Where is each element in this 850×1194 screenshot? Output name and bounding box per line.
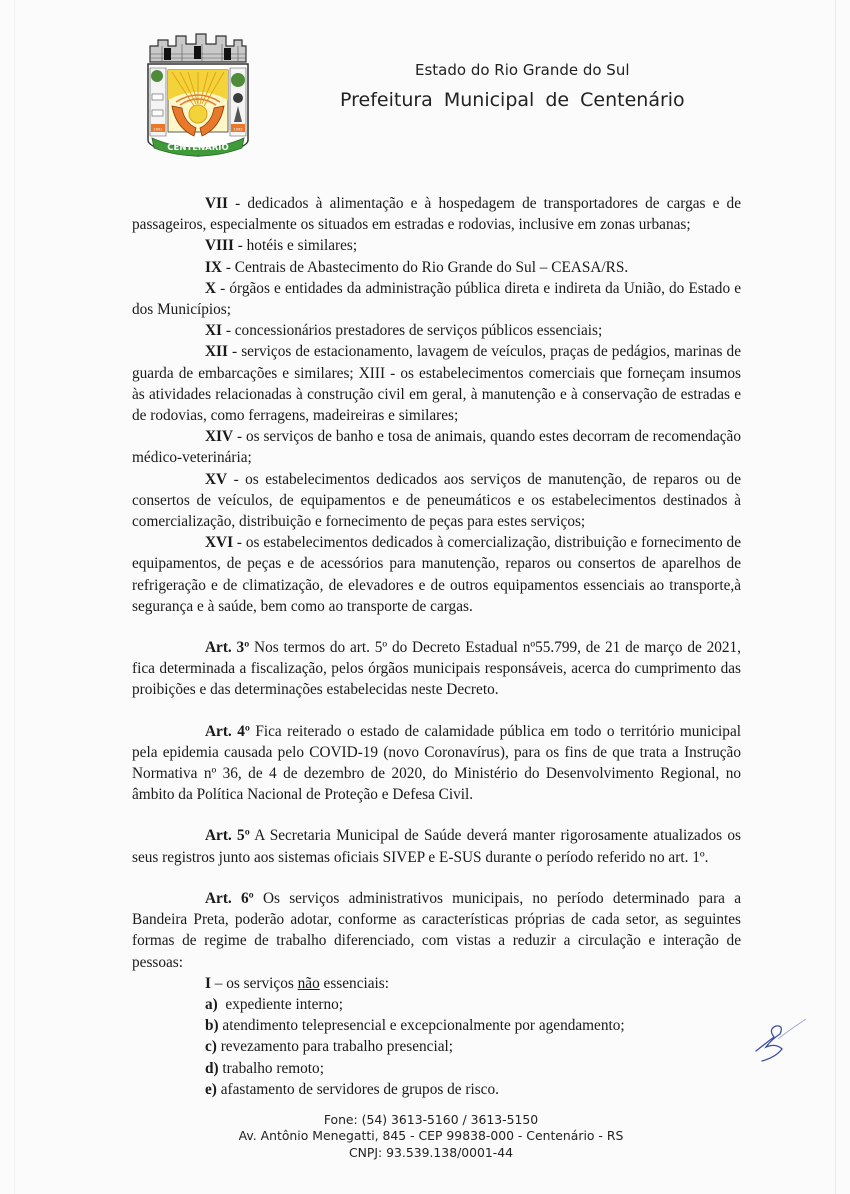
item-sep: - (222, 258, 235, 276)
article-label: Art. 6º (205, 889, 254, 907)
item-label: IX (205, 258, 222, 276)
page-edge-left (14, 0, 15, 1194)
article-label: Art. 5º (205, 827, 250, 845)
article-paragraph (132, 888, 741, 973)
section-gap (132, 701, 741, 721)
entry-text: expediente interno; (217, 995, 344, 1013)
list-heading-sep: – os serviços (210, 974, 298, 992)
item-list (132, 193, 741, 617)
section-gap (132, 805, 741, 825)
item-text: Centrais de Abastecimento do Rio Grande do Sul – CEASA/RS. (234, 258, 629, 276)
item-label: VIII (205, 237, 234, 255)
entry-label: d) (205, 1059, 219, 1077)
item-label: XI (205, 322, 222, 340)
section-gap (132, 617, 741, 637)
art6-list-entry (205, 1079, 741, 1100)
side-panel-left (150, 68, 166, 136)
item-paragraph (132, 532, 741, 617)
item-text: concessionários prestadores de serviços públicos essenciais; (234, 322, 603, 340)
item-text: serviços de estacionamento, lavagem de veículos, praças de pedágios, marinas de guarda de embarcações e similares; XIII - os estabelecimentos comerciais que forneçam insumos às atividades relacionadas à construção civil em geral, à manutenção e à conservação de estradas e de rodovias, como ferragens, madeireiras e similares; (132, 343, 741, 425)
entry-text: atendimento telepresencial e excepcionalmente por agendamento; (218, 1017, 625, 1035)
state-name: Estado do Rio Grande do Sul (415, 61, 630, 79)
page-edge-right (835, 0, 836, 1194)
art6-list-entry (205, 994, 741, 1015)
article-list (132, 637, 741, 973)
item-text: os estabelecimentos dedicados aos serviços de manutenção, de reparos ou de consertos de veículos, de equipamentos e de peneumáticos e os estabelecimentos destinados à comercialização, distribuição e fornecimento de peças para estes serviços; (132, 470, 741, 531)
entry-text: revezamento para trabalho presencial; (216, 1038, 454, 1056)
item-label: XII (205, 343, 228, 361)
art6-list (205, 973, 741, 1100)
footer-phone: Fone: (54) 3613-5160 / 3613-5150 (323, 1111, 539, 1127)
art6-list-entry (205, 1036, 741, 1057)
entry-text: trabalho remoto; (218, 1059, 324, 1077)
item-paragraph (132, 469, 741, 533)
list-heading-underlined: não (297, 974, 320, 992)
item-sep: - (227, 343, 242, 361)
item-sep: - (227, 195, 248, 212)
castle-crown-icon (150, 34, 246, 62)
section-gap (132, 868, 741, 888)
art6-list-entry (205, 1015, 741, 1036)
item-paragraph (132, 320, 741, 341)
letterhead (300, 60, 800, 112)
article-label: Art. 3º (205, 639, 250, 657)
entry-label: b) (205, 1017, 219, 1035)
logo-ribbon-text: CENTENÁRIO (167, 143, 229, 153)
item-sep: - (233, 428, 246, 446)
item-paragraph (132, 341, 741, 426)
item-text: hotéis e similares; (246, 237, 358, 255)
footer-address: Av. Antônio Menegatti, 845 - CEP 99838-000 - Centenário - RS (238, 1128, 624, 1144)
article-label: Art. 4º (205, 722, 250, 740)
logo-year-left: 2001 (153, 127, 163, 132)
item-label: X (205, 279, 217, 297)
article-paragraph (132, 637, 741, 701)
item-label: XIV (205, 428, 234, 446)
logo-year-right: 1992 (233, 127, 243, 132)
decree-body (132, 193, 741, 1100)
list-heading-label: I (205, 974, 211, 992)
prefecture-name: Prefeitura Municipal de Centenário (340, 89, 685, 111)
item-sep: - (233, 534, 246, 552)
item-sep: - (222, 322, 235, 340)
article-text: A Secretaria Municipal de Saúde deverá manter rigorosamente atualizados os seus registros junto aos sistemas oficiais SIVEP e E-SUS durante o período referido no art. 1º. (132, 827, 741, 866)
item-paragraph (132, 193, 741, 235)
entry-label: e) (205, 1080, 217, 1098)
item-paragraph (132, 235, 741, 256)
article-paragraph (132, 721, 741, 806)
side-panel-right (230, 68, 246, 136)
art6-entries (205, 994, 741, 1100)
sun-rays-icon (168, 70, 228, 132)
item-sep: - (216, 279, 230, 297)
item-label: VII (205, 195, 228, 212)
article-text: Fica reiterado o estado de calamidade pública em todo o território municipal pela epidemia causada pelo COVID-19 (novo Coronavírus), para os fins de que trata a Instrução Normativa nº 36, de 4 de dezembro de 2020, do Ministério do Desenvolvimento Regional, no âmbito da Política Nacional de Proteção e Defesa Civil. (132, 722, 741, 804)
item-text: os serviços de banho e tosa de animais, quando estes decorram de recomendação médico-veterinária; (132, 428, 741, 467)
coat-of-arms-logo (142, 32, 252, 160)
item-label: XV (205, 470, 228, 488)
entry-label: c) (205, 1038, 217, 1056)
signature-initials (748, 1017, 808, 1067)
article-text: Os serviços administrativos municipais, no período determinado para a Bandeira Preta, poderão adotar, conforme as características próprias de cada setor, as seguintes formas de regime de trabalho diferenciado, com vistas a reduzir a circulação e interação de pessoas: (132, 889, 742, 971)
list-heading-rest: essenciais: (319, 974, 389, 992)
item-text: os estabelecimentos dedicados à comercialização, distribuição e fornecimento de equipamentos, de peças e de acessórios para manutenção, reparos ou consertos de aparelhos de refrigeração e de climatização, de elevadores e de outros equipamentos essenciais ao transporte,à segurança e à saúde, bem como ao transporte de cargas. (132, 534, 741, 615)
item-paragraph (132, 426, 741, 468)
item-paragraph (132, 278, 741, 320)
item-paragraph (132, 257, 741, 278)
item-sep: - (227, 470, 246, 488)
item-text: órgãos e entidades da administração pública direta e indireta da União, do Estado e dos Municípios; (132, 279, 741, 319)
footer (0, 1112, 850, 1161)
entry-text: afastamento de servidores de grupos de risco. (216, 1080, 499, 1098)
art6-list-heading (205, 973, 741, 994)
item-text: dedicados à alimentação e à hospedagem de transportadores de cargas e de passageiros, especialmente os situados em estradas e rodovias, inclusive em zonas urbanas; (132, 195, 741, 234)
article-paragraph (132, 825, 741, 867)
footer-cnpj: CNPJ: 93.539.138/0001-44 (348, 1144, 514, 1160)
art6-list-entry (205, 1058, 741, 1079)
item-sep: - (233, 237, 247, 255)
item-label: XVI (205, 534, 234, 552)
entry-label: a) (205, 995, 218, 1013)
article-text: Nos termos do art. 5º do Decreto Estadual nº55.799, de 21 de março de 2021, fica determinada a fiscalização, pelos órgãos municipais responsáveis, acerca do cumprimento das proibições e das determinações estabelecidas neste Decreto. (132, 639, 741, 699)
